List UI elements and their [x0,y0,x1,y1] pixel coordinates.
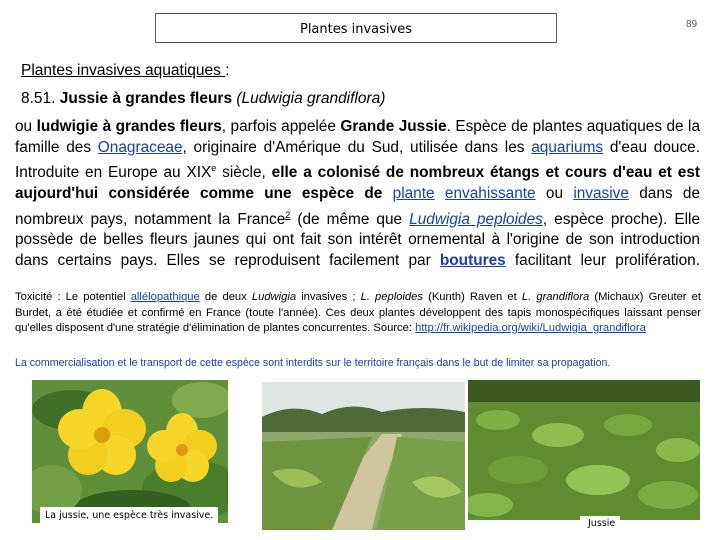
photo3-caption: Jussie [588,518,616,529]
link-allelopathique[interactable]: allélopathique [130,291,200,303]
subsection-title [21,90,385,108]
page-number: 89 [686,19,698,30]
subsection-number: 8.51. [21,90,60,107]
source-link[interactable]: http://fr.wikipedia.org/wiki/Ludwigia_grandiflora [415,322,646,334]
flower-illustration [32,380,228,523]
para-text: ou [15,118,37,135]
carpet-illustration [468,380,700,520]
para-bold: ludwigie à grandes fleurs [36,118,222,135]
header-box [155,13,557,43]
para-text: (de même que [290,210,410,228]
small-italic: L. grandiflora [521,291,590,303]
main-paragraph [15,117,700,271]
footnote-ref[interactable]: 2 [285,209,291,220]
header-title: Plantes invasives [299,22,413,37]
small-italic: Ludwigia [251,291,297,303]
section-heading [21,62,230,80]
para-text: d'eau douce. Introduite en Europe au XIX [15,138,700,182]
jussie-carpet-photo [468,380,700,520]
para-bold: Grande Jussie [340,118,447,135]
link-aquariums[interactable]: aquariums [531,138,604,156]
para-text [435,185,445,202]
subsection-latin: (Ludwigia grandiflora) [236,90,386,107]
link-boutures[interactable]: boutures [439,251,506,269]
para-bold: elle a colonisé de nombreux étangs et cours d'eau et est aujourd'hui considérée comme une espèce de [15,164,701,202]
small-text: de deux [199,291,252,303]
link-envahissante[interactable]: envahissante [444,184,536,202]
photo1-caption: La jussie, une espèce très invasive. [45,510,214,521]
para-text: , espèce proche). Elle possède de belles fleurs jaunes qui ont fait son intérêt ornemental à l'origine de son introduction dans certains pays. Elles se reproduisent facilement par [15,210,701,269]
para-text: facilitant leur prolifération. [505,251,700,269]
waterway-illustration [262,382,465,530]
link-onagraceae[interactable]: Onagraceae [97,138,183,156]
toxicity-paragraph [15,290,701,337]
waterway-photo [262,382,465,530]
para-text: siècle, [216,164,272,182]
para-text: dans de nombreux pays, notamment la France [15,184,701,228]
para-text: . Espèce de plantes aquatiques de la famille des [15,118,701,156]
para-text: , parfois appelée [221,118,341,135]
small-text: (Kunth) Raven et [422,291,522,303]
section-heading-text: Plantes invasives aquatiques [21,62,226,79]
small-text: invasives ; [296,291,361,303]
link-invasive[interactable]: invasive [573,184,629,202]
link-ludwigia-peploides[interactable]: Ludwigia peploides [409,210,543,228]
small-text: (Michaux) Greuter et Burdet, a été étudiée et confirmé en France (toute l'année). Ces deux plantes développent des tapis monospécifiques laissant penser qu'elles disposent d'une stratégie d'élimination de plantes concurrentes. Source: [15,291,701,334]
para-text: , originaire d'Amérique du Sud, utilisée dans les [182,138,532,156]
link-plante[interactable]: plante [392,184,435,202]
section-heading-colon: : [225,62,230,79]
subsection-name: Jussie à grandes fleurs [59,90,237,107]
small-text: Toxicité : Le potentiel [15,291,131,303]
small-italic: L. peploides [360,291,423,303]
superscript: e [211,163,217,174]
jussie-flower-photo [32,380,228,523]
notice-text: La commercialisation et le transport de cette espèce sont interdits sur le territoire français dans le but de limiter sa propagation. [15,357,611,369]
para-text: ou [535,184,574,202]
